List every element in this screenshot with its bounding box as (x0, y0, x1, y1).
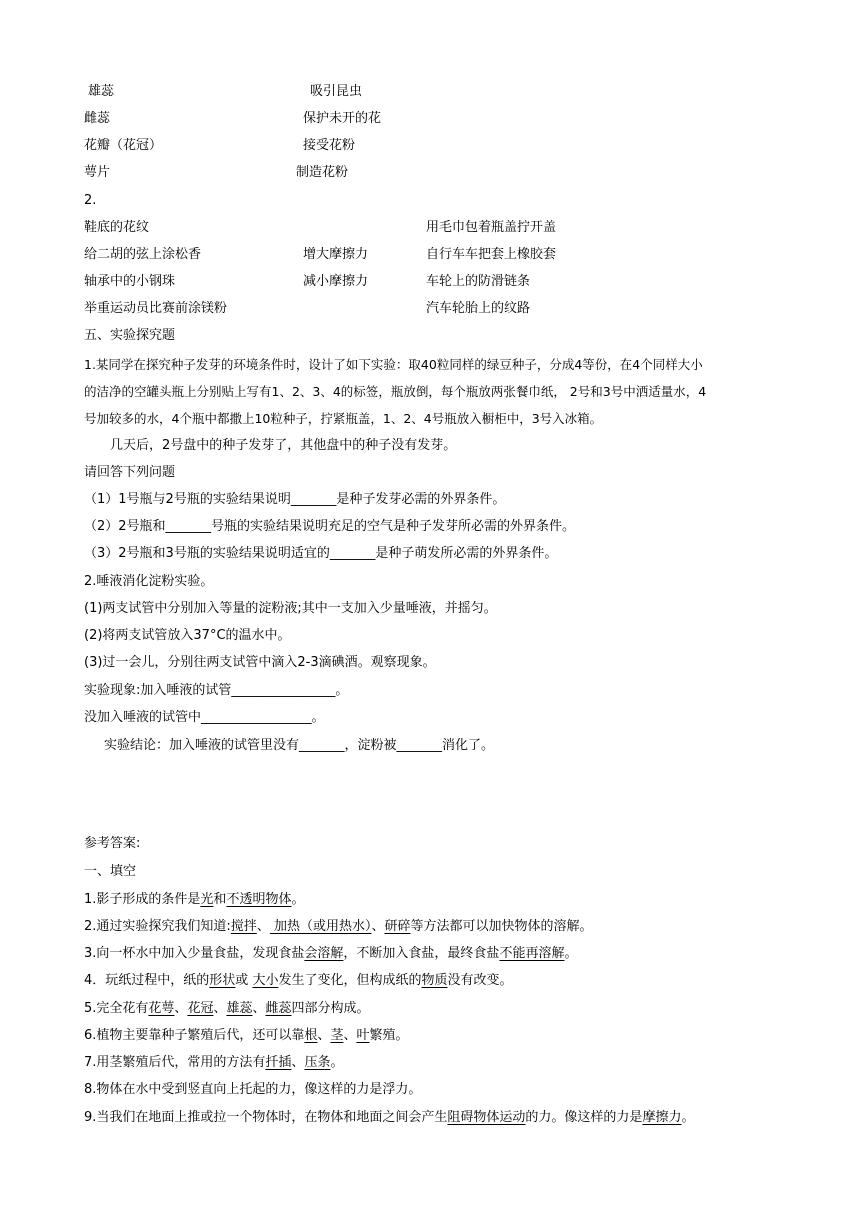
exp1-line4: 几天后，2号盘中的种子发芽了，其他盘中的种子没有发芽。 (110, 438, 457, 453)
exp2-title: 2.唾液消化淀粉实验。 (84, 574, 214, 589)
answer-text: 。 (564, 946, 578, 961)
exp1-q3: （3）2号瓶和3号瓶的实验结果说明适宜的_______是种子萌发所必需的外界条件。 (84, 546, 558, 561)
answer-text: 或 (235, 973, 253, 988)
match2-right-4: 汽车轮胎上的纹路 (426, 301, 531, 316)
answer-highlight: 研碎 (384, 919, 411, 934)
answer-text: 、 (256, 919, 270, 934)
match1-left-3: 花瓣（花冠） (84, 138, 163, 153)
answer-highlight: 搅拌 (230, 919, 257, 934)
answer-text: 四部分构成。 (291, 1001, 370, 1016)
answer-item (84, 973, 513, 989)
answers-section1: 一、填空 (84, 864, 137, 879)
answer-text: 、 (371, 919, 385, 934)
answer-text: 没有改变。 (447, 973, 513, 988)
answer-item (84, 892, 304, 908)
answer-highlight: 不能再溶解 (499, 946, 565, 961)
answer-highlight: 光 (200, 892, 214, 907)
answers-title: 参考答案: (84, 836, 141, 851)
answer-highlight: 压条 (304, 1055, 331, 1070)
answer-text: 3.向一杯水中加入少量食盐，发现食盐 (84, 946, 305, 961)
answer-highlight: 形状 (209, 973, 236, 988)
answer-text: 5.完全花有 (84, 1001, 149, 1016)
answer-text: 7.用茎繁殖后代，常用的方法有 (84, 1055, 266, 1070)
answer-item (84, 1001, 370, 1017)
exp1-line1: 1.某同学在探究种子发芽的环境条件时，设计了如下实验：取40粒同样的绿豆种子，分成4等份，在4个同样大小 (84, 357, 703, 372)
match2-right-2: 自行车车把套上橡胶套 (426, 247, 557, 262)
answer-text: 2.通过实验探究我们知道: (84, 919, 231, 934)
q2-number: 2. (84, 193, 97, 208)
exp2-observation1: 实验现象:加入唾液的试管________________。 (84, 683, 349, 698)
answer-highlight: 阻碍物体运动 (447, 1110, 526, 1125)
answer-text: 、 (291, 1055, 305, 1070)
match2-mid-2: 减小摩擦力 (303, 274, 369, 289)
answer-text: ，不断加入食盐，最终食盐 (343, 946, 500, 961)
answer-item (84, 946, 577, 962)
answer-highlight: 物质 (421, 973, 448, 988)
answer-text: 1.影子形成的条件是 (84, 892, 201, 907)
answer-text: 9.当我们在地面上推或拉一个物体时，在物体和地面之间会产生 (84, 1110, 448, 1125)
answer-item (84, 1055, 343, 1071)
exp1-line3: 号加较多的水，4个瓶中都撒上10粒种子，拧紧瓶盖，1、2、4号瓶放入橱柜中，3号入冰箱。 (84, 411, 603, 426)
match2-left-2: 给二胡的弦上涂松香 (84, 247, 202, 262)
answer-item (84, 1028, 409, 1044)
answer-highlight: 不透明物体 (226, 892, 292, 907)
match1-right-1: 吸引昆虫 (310, 84, 363, 99)
answer-text: 的力。像这样的力是 (525, 1110, 643, 1125)
answer-text: 。 (681, 1110, 695, 1125)
match2-left-1: 鞋底的花纹 (84, 220, 150, 235)
answer-text: 发生了变化，但构成纸的 (278, 973, 422, 988)
match1-left-1: 雄蕊 (88, 84, 115, 99)
answer-highlight: 加热（或用热水） (269, 919, 372, 934)
answer-highlight: 扦插 (265, 1055, 292, 1070)
answer-text: 。 (330, 1055, 344, 1070)
answer-text: 。 (291, 892, 305, 907)
answer-text: 繁殖。 (369, 1028, 409, 1043)
answer-text: 4．玩纸过程中，纸的 (84, 973, 210, 988)
exp2-observation2: 没加入唾液的试管中_________________。 (84, 710, 325, 725)
match2-right-1: 用毛巾包着瓶盖拧开盖 (426, 220, 557, 235)
exp1-q1: （1）1号瓶与2号瓶的实验结果说明_______是种子发芽必需的外界条件。 (84, 492, 506, 507)
exp1-prompt: 请回答下列问题 (84, 465, 176, 480)
answer-text: 、 (252, 1001, 266, 1016)
match2-left-4: 举重运动员比赛前涂镁粉 (84, 301, 228, 316)
answer-highlight: 茎 (330, 1028, 344, 1043)
answer-highlight: 雌蕊 (265, 1001, 292, 1016)
exp1-q2: （2）2号瓶和_______号瓶的实验结果说明充足的空气是种子发芽所必需的外界条件。 (84, 519, 576, 534)
answer-highlight: 雄蕊 (226, 1001, 253, 1016)
exp2-step2: (2)将两支试管放入37°C的温水中。 (84, 628, 291, 643)
answer-text: 等方法都可以加快物体的溶解。 (410, 919, 593, 934)
match2-right-3: 车轮上的防滑链条 (426, 274, 531, 289)
match1-right-3: 接受花粉 (303, 138, 356, 153)
answer-text: 、 (343, 1028, 357, 1043)
match2-left-3: 轴承中的小钢珠 (84, 274, 176, 289)
answer-highlight: 花冠 (187, 1001, 214, 1016)
answer-text: 和 (213, 892, 227, 907)
exp2-step3: (3)过一会儿，分别往两支试管中滴入2-3滴碘酒。观察现象。 (84, 655, 436, 670)
match1-left-2: 雌蕊 (84, 111, 111, 126)
match2-mid-1: 增大摩擦力 (303, 247, 369, 262)
answer-item (84, 1110, 694, 1126)
exp2-step1: (1)两支试管中分别加入等量的淀粉液;其中一支加入少量唾液，并摇匀。 (84, 601, 497, 616)
match1-right-4: 制造花粉 (296, 165, 349, 180)
answer-text: 8.物体在水中受到竖直向上托起的力，像这样的力是浮力。 (84, 1082, 422, 1097)
answer-highlight: 大小 (252, 973, 279, 988)
answer-item (84, 1082, 421, 1098)
answer-highlight: 会溶解 (304, 946, 344, 961)
answer-highlight: 摩擦力 (642, 1110, 682, 1125)
answer-item (84, 919, 593, 935)
answer-highlight: 叶 (356, 1028, 370, 1043)
match1-right-2: 保护未开的花 (303, 111, 382, 126)
answer-text: 、 (213, 1001, 227, 1016)
exp2-conclusion: 实验结论：加入唾液的试管里没有_______，淀粉被_______消化了。 (104, 738, 495, 753)
answer-text: 6.植物主要靠种子繁殖后代，还可以靠 (84, 1028, 305, 1043)
exp1-line2: 的洁净的空罐头瓶上分别贴上写有1、2、3、4的标签，瓶放倒，每个瓶放两张餐巾纸， 2号和3号中洒适量水，4 (84, 384, 707, 399)
answer-highlight: 根 (304, 1028, 318, 1043)
answer-text: 、 (317, 1028, 331, 1043)
answer-text: 、 (174, 1001, 188, 1016)
section5-title: 五、实验探究题 (84, 328, 176, 343)
answer-highlight: 花萼 (148, 1001, 175, 1016)
match1-left-4: 萼片 (84, 165, 111, 180)
